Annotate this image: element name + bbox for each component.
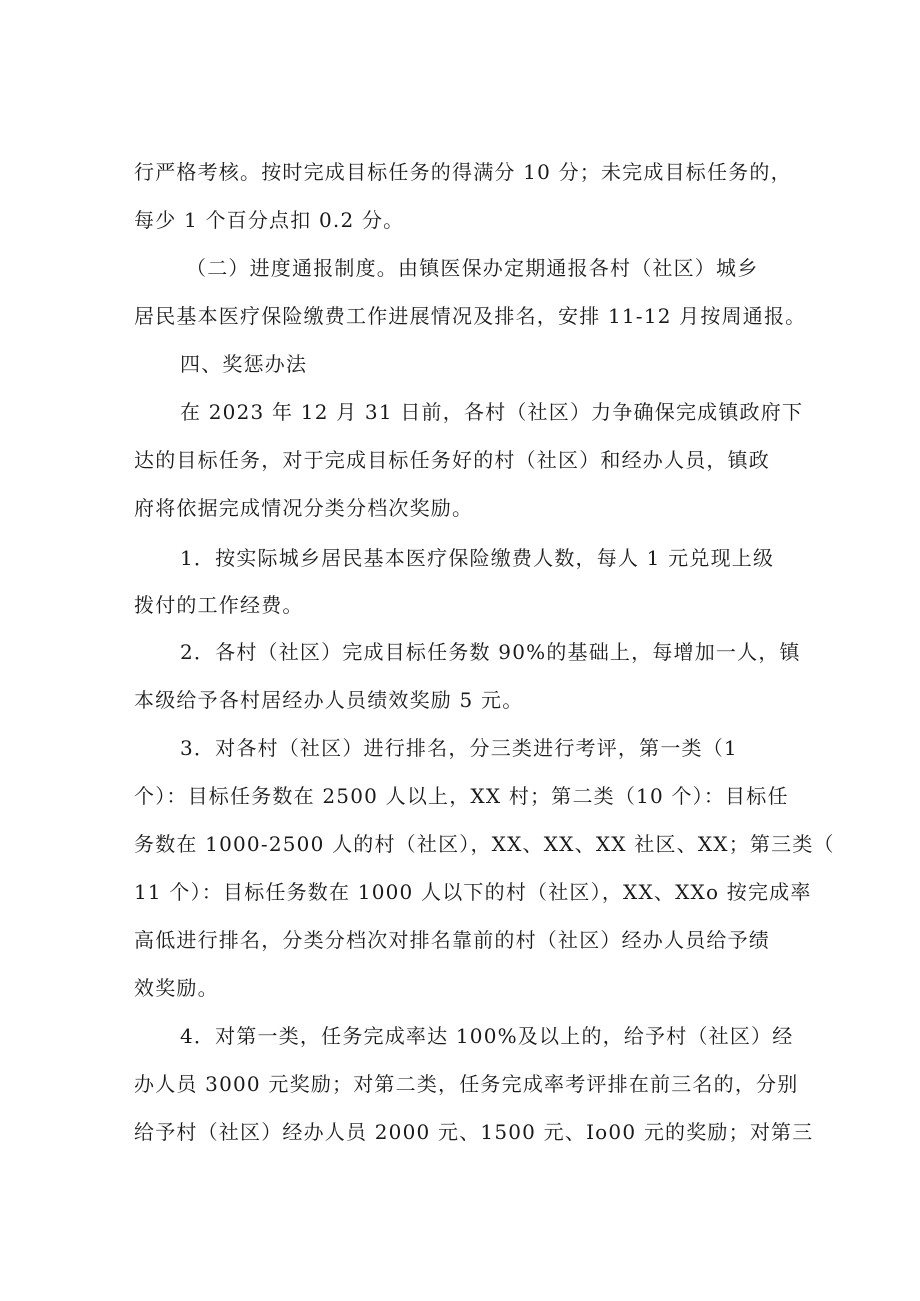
text-line: 办人员 3000 元奖励；对第二类，任务完成率考评排在前三名的，分别: [134, 1072, 799, 1096]
text-line: 给予村（社区）经办人员 2000 元、1500 元、Io00 元的奖励；对第三: [134, 1120, 814, 1144]
text-line: 11 个）：目标任务数在 1000 人以下的村（社区），XX、XXo 按完成率: [134, 880, 812, 904]
text-line: 高低进行排名，分类分档次对排名靠前的村（社区）经办人员给予绩: [134, 928, 770, 952]
section-heading: 四、奖惩办法: [180, 352, 308, 376]
text-line: 1．按实际城乡居民基本医疗保险缴费人数，每人 1 元兑现上级: [180, 546, 775, 570]
text-line: （二）进度通报制度。由镇医保办定期通报各村（社区）城乡: [186, 256, 759, 280]
text-line: 居民基本医疗保险缴费工作进展情况及排名，安排 11-12 月按周通报。: [134, 304, 807, 328]
text-line: 本级给予各村居经办人员绩效奖励 5 元。: [134, 688, 524, 712]
text-line: 务数在 1000-2500 人的村（社区），XX、XX、XX 社区、XX；第三类（: [134, 832, 835, 856]
text-line: 在 2023 年 12 月 31 日前，各村（社区）力争确保完成镇政府下: [180, 400, 804, 424]
text-line: 拨付的工作经费。: [134, 593, 304, 617]
text-line: 府将依据完成情况分类分档次奖励。: [134, 496, 474, 520]
text-line: 个）：目标任务数在 2500 人以上，XX 村；第二类（10 个）：目标任: [134, 784, 789, 808]
text-line: 每少 1 个百分点扣 0.2 分。: [134, 208, 405, 232]
text-line: 4．对第一类，任务完成率达 100%及以上的，给予村（社区）经: [180, 1024, 794, 1048]
text-line: 行严格考核。按时完成目标任务的得满分 10 分；未完成目标任务的，: [134, 160, 792, 184]
text-line: 效奖励。: [134, 976, 219, 1000]
text-line: 达的目标任务，对于完成目标任务好的村（社区）和经办人员，镇政: [134, 448, 770, 472]
text-line: 2．各村（社区）完成目标任务数 90%的基础上，每增加一人，镇: [180, 640, 801, 664]
text-line: 3．对各村（社区）进行排名，分三类进行考评，第一类（1: [180, 736, 738, 760]
